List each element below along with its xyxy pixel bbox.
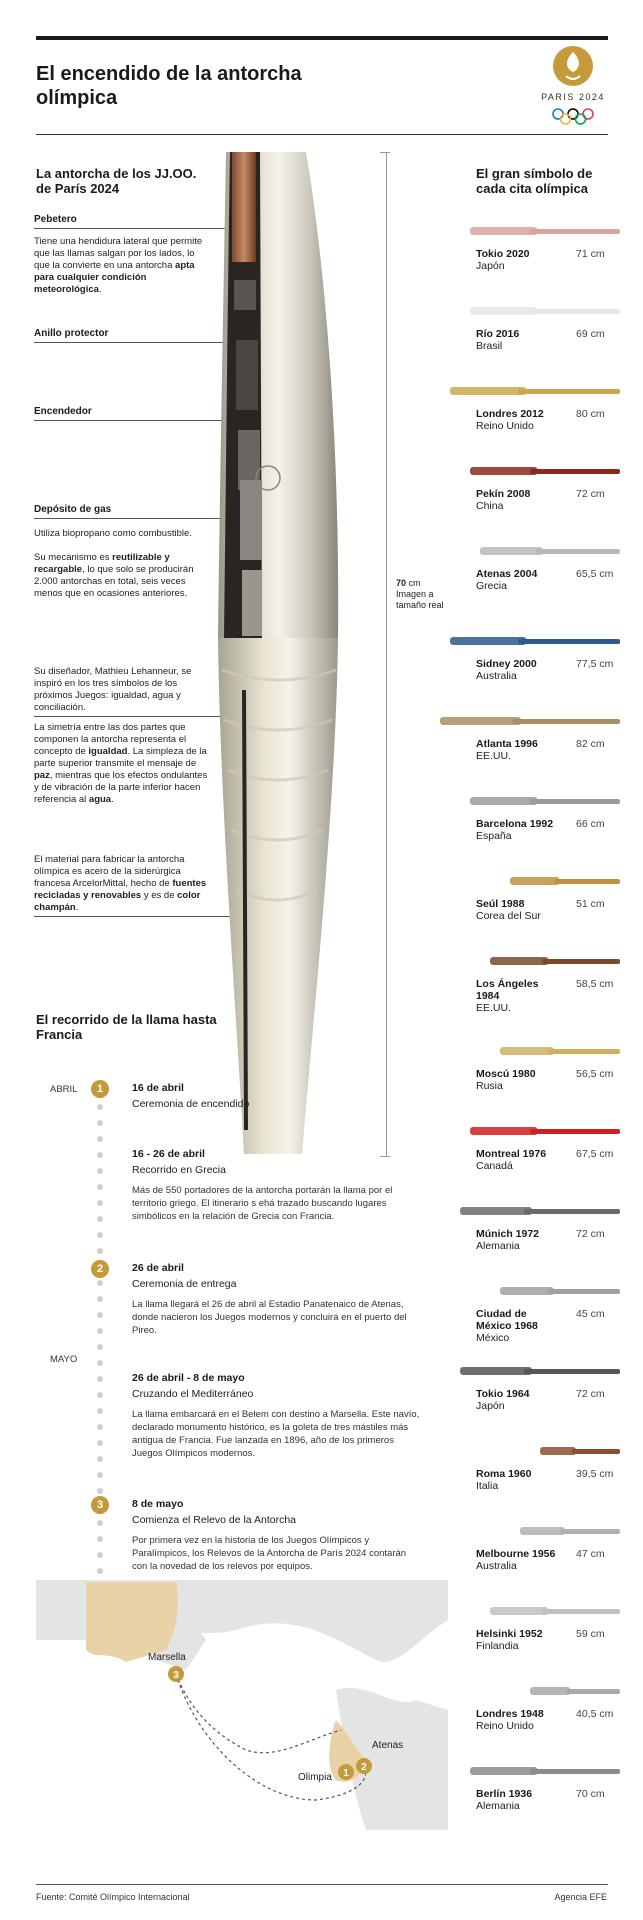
- torch-history-image: [470, 1118, 620, 1149]
- torch-history-item: [476, 978, 614, 1014]
- torch-history-image: [460, 1198, 620, 1229]
- torch-length: 70 cm: [576, 1788, 605, 1800]
- torch-history-item: [476, 1548, 605, 1572]
- torch-country: Reino Unido: [476, 420, 534, 432]
- torch-history-item: [476, 1388, 605, 1412]
- anillo-label: Anillo protector: [34, 328, 109, 339]
- torch-city: Pekín 2008: [476, 488, 531, 500]
- torch-length: 71 cm: [576, 248, 605, 260]
- page-title: El encendido de la antorcha olímpica: [36, 63, 302, 109]
- timeline-dot: [97, 1456, 103, 1462]
- timeline-dot: [97, 1392, 103, 1398]
- torch-history-item: [476, 1468, 614, 1492]
- torch-history-item: [476, 1308, 605, 1344]
- route-event: [132, 1262, 422, 1337]
- timeline-dot: [97, 1152, 103, 1158]
- torch-history-image: [470, 458, 620, 489]
- deposito-label: Depósito de gas: [34, 504, 112, 515]
- size-dimension-line: [386, 152, 387, 1156]
- torch-history-item: [476, 328, 605, 352]
- torch-city: Sidney 2000: [476, 658, 537, 670]
- timeline-dot: [97, 1104, 103, 1110]
- encendedor-label: Encendedor: [34, 406, 92, 417]
- torch-history-image: [450, 628, 620, 659]
- torch-history-image: [500, 1038, 620, 1069]
- route-event: [132, 1498, 422, 1573]
- torch-country: Reino Unido: [476, 1720, 534, 1732]
- footer-rule: [36, 1884, 608, 1885]
- torch-history-image: [440, 708, 620, 739]
- route-event: [132, 1082, 422, 1110]
- torch-length: 45 cm: [576, 1308, 605, 1320]
- torch-history-image: [470, 218, 620, 249]
- torch-city: Roma 1960: [476, 1468, 532, 1480]
- torch-city: Tokio 1964: [476, 1388, 530, 1400]
- torch-length: 47 cm: [576, 1548, 605, 1560]
- torch-country: Brasil: [476, 340, 503, 352]
- size-label: 70 cm Imagen a tamaño real: [396, 578, 444, 610]
- torch-history-image: [470, 298, 620, 329]
- torch-length: 77,5 cm: [576, 658, 614, 670]
- torch-history-item: [476, 248, 605, 272]
- torch-history-item: [476, 1068, 614, 1092]
- torch-country: China: [476, 500, 504, 512]
- torch-city: Berlín 1936: [476, 1788, 533, 1800]
- torch-history-image: [470, 1758, 620, 1789]
- torch-country: Corea del Sur: [476, 910, 541, 922]
- timeline-marker: 3: [91, 1496, 109, 1514]
- torch-history-image: [470, 788, 620, 819]
- torch-length: 65,5 cm: [576, 568, 614, 580]
- material-text: El material para fabricar la antorcha olímpica es acero de la siderúrgica francesa ArcelorMittal, hecho de fuentes recicladas y renovables y es de color champán.: [34, 854, 207, 913]
- torch-country: Alemania: [476, 1800, 520, 1812]
- timeline-dot: [97, 1216, 103, 1222]
- month-may: MAYO: [50, 1354, 78, 1365]
- torch-length: 58,5 cm: [576, 978, 614, 990]
- timeline-dot: [97, 1232, 103, 1238]
- torch-country: Australia: [476, 670, 517, 682]
- torch-country: Rusia: [476, 1080, 503, 1092]
- timeline-dot: [97, 1424, 103, 1430]
- torch-country: Finlandia: [476, 1640, 519, 1652]
- event-date: 16 de abril: [132, 1082, 184, 1094]
- torch-length: 72 cm: [576, 1228, 605, 1240]
- torch-city: Montreal 1976: [476, 1148, 547, 1160]
- timeline-dot: [97, 1328, 103, 1334]
- timeline-dot: [97, 1376, 103, 1382]
- map-marker-1: 1: [343, 1768, 349, 1779]
- torch-history-item: [476, 1708, 614, 1732]
- torch-city: Barcelona 1992: [476, 818, 554, 830]
- event-date: 26 de abril - 8 de mayo: [132, 1372, 245, 1384]
- torch-history-item: [476, 1148, 614, 1172]
- designer-text: Su diseñador, Mathieu Lehanneur, se inspiró en los tres símbolos de los próximos Juegos: igualdad, agua y conciliación.: [34, 666, 192, 713]
- footer-source: Fuente: Comité Olímpico Internacional: [36, 1892, 190, 1902]
- event-name: Ceremonia de encendido: [132, 1098, 250, 1110]
- timeline-dot: [97, 1440, 103, 1446]
- torch-country: Italia: [476, 1480, 499, 1492]
- torch-history-item: [476, 568, 614, 592]
- torch-history-image: [540, 1438, 620, 1469]
- torch-city: Moscú 1980: [476, 1068, 536, 1080]
- timeline-dot: [97, 1408, 103, 1414]
- torch-history-item: [476, 408, 605, 432]
- torch-city: Múnich 1972: [476, 1228, 540, 1240]
- timeline-dot: [97, 1472, 103, 1478]
- torch-country: Japón: [476, 1400, 505, 1412]
- torch-history-image: [530, 1678, 620, 1709]
- torch-history-image: [450, 378, 620, 409]
- route-event: [132, 1372, 422, 1460]
- event-description: La llama embarcará en el Belem con destino a Marsella. Este navío, declarado monumento histórico, es la goleta de tres mástiles más antigua de Francia. Fue lanzada en 1896, año de los primeros Juegos Olímpicos modernos.: [132, 1409, 420, 1459]
- torch-length: 72 cm: [576, 1388, 605, 1400]
- torch-history-item: [476, 488, 605, 512]
- timeline-dot: [97, 1344, 103, 1350]
- torch-length: 66 cm: [576, 818, 605, 830]
- timeline-dot: [97, 1488, 103, 1494]
- torch-country: Australia: [476, 1560, 517, 1572]
- torch-history-item: [476, 738, 605, 762]
- torch-history-image: [510, 868, 620, 899]
- torch-history-image: [490, 1598, 620, 1629]
- torch-length: 72 cm: [576, 488, 605, 500]
- paris-2024-torch: [218, 150, 388, 1160]
- torch-city: Atlanta 1996: [476, 738, 538, 750]
- size-dimension-top-tick: [380, 152, 390, 153]
- torch-country: España: [476, 830, 512, 842]
- event-description: La llama llegará el 26 de abril al Estadio Panatenaico de Atenas, donde nacieron los Juegos modernos y concluirá en el puerto del Pireo.: [132, 1299, 407, 1336]
- event-name: Recorrido en Grecia: [132, 1164, 226, 1176]
- torch-length: 39,5 cm: [576, 1468, 614, 1480]
- header-rule: [36, 134, 608, 135]
- symmetry-text: La simetría entre las dos partes que componen la antorcha representa el concepto de igualdad. La simpleza de la parte superior transmite el mensaje de paz, mientras que los efectos ondulantes y de vibración de la parte inferior hacen referencia al agua.: [34, 722, 208, 805]
- torch-country: Canadá: [476, 1160, 513, 1172]
- timeline-dot: [97, 1280, 103, 1286]
- footer-agency: Agencia EFE: [554, 1892, 607, 1902]
- history-heading: El gran símbolo de cada cita olímpica: [476, 166, 593, 196]
- paris-2024-logo: [538, 42, 608, 130]
- route-event: [132, 1148, 422, 1223]
- torch-city: Tokio 2020: [476, 248, 530, 260]
- event-description: Por primera vez en la historia de los Juegos Olímpicos y Paralímpicos, los Relevos de la Antorcha de París 2024 contarán con la novedad de los relevos por equipos.: [132, 1535, 407, 1572]
- map-marker-2: 2: [361, 1762, 367, 1773]
- torch-history-item: [476, 1228, 605, 1252]
- route-map: [36, 1580, 448, 1830]
- event-description: Más de 550 portadores de la antorcha portarán la llama por el territorio griego. El itinerario s ehá trazado buscando lugares simbólicos en la relación de Grecia con Francia.: [132, 1185, 393, 1222]
- route-heading: El recorrido de la llama hasta Francia: [36, 1012, 217, 1042]
- torch-length: 80 cm: [576, 408, 605, 420]
- torch-length: 59 cm: [576, 1628, 605, 1640]
- event-name: Ceremonia de entrega: [132, 1278, 237, 1290]
- torch-length: 56,5 cm: [576, 1068, 614, 1080]
- top-rule: [36, 36, 608, 40]
- torch-country: EE.UU.: [476, 1002, 512, 1014]
- torch-city: Melbourne 1956: [476, 1548, 556, 1560]
- torch-city: Los Ángeles 1984: [476, 978, 539, 1002]
- timeline-dot: [97, 1200, 103, 1206]
- event-name: Cruzando el Mediterráneo: [132, 1388, 254, 1400]
- deposito-text-1: Utiliza biopropano como combustible.: [34, 528, 192, 539]
- torch-history-image: [490, 948, 620, 979]
- logo-text: PARIS 2024: [541, 92, 605, 102]
- torch-history-image: [520, 1518, 620, 1549]
- timeline-dot: [97, 1520, 103, 1526]
- map-label-marsella: Marsella: [148, 1652, 186, 1663]
- torch-city: Londres 1948: [476, 1708, 544, 1720]
- torch-history-item: [476, 1628, 605, 1652]
- torch-city: Ciudad de México 1968: [476, 1308, 538, 1332]
- map-marker-3: 3: [173, 1670, 179, 1681]
- event-date: 8 de mayo: [132, 1498, 184, 1510]
- torch-country: EE.UU.: [476, 750, 512, 762]
- torch-length: 40,5 cm: [576, 1708, 614, 1720]
- timeline-dot: [97, 1120, 103, 1126]
- event-name: Comienza el Relevo de la Antorcha: [132, 1514, 297, 1526]
- torch-city: Atenas 2004: [476, 568, 538, 580]
- event-date: 26 de abril: [132, 1262, 184, 1274]
- pebetero-label: Pebetero: [34, 214, 77, 225]
- torch-history-image: [480, 538, 620, 569]
- month-april: ABRIL: [50, 1084, 78, 1095]
- timeline-dot: [97, 1168, 103, 1174]
- torch-length: 69 cm: [576, 328, 605, 340]
- torch-history-item: [476, 1788, 605, 1812]
- event-date: 16 - 26 de abril: [132, 1148, 205, 1160]
- torch-history-item: [476, 898, 605, 922]
- timeline-marker: 2: [91, 1260, 109, 1278]
- torch-length: 51 cm: [576, 898, 605, 910]
- timeline-dot: [97, 1248, 103, 1254]
- timeline-dot: [97, 1296, 103, 1302]
- torch-heading: La antorcha de los JJ.OO. de París 2024: [36, 166, 197, 196]
- deposito-text-2: Su mecanismo es reutilizable y recargable, lo que solo se producirán 2.000 antorchas en total, seis veces menos que en ocasiones anteriores.: [34, 552, 194, 599]
- pebetero-text: Tiene una hendidura lateral que permite que las llamas salgan por los lados, lo que la convierte en una antorcha apta para cualquier condición meteorológica.: [34, 236, 203, 295]
- torch-length: 67,5 cm: [576, 1148, 614, 1160]
- torch-history-item: [476, 818, 605, 842]
- torch-length: 82 cm: [576, 738, 605, 750]
- torch-city: Seúl 1988: [476, 898, 525, 910]
- map-label-atenas: Atenas: [372, 1740, 404, 1751]
- map-label-olimpia: Olimpia: [298, 1772, 332, 1783]
- torch-country: Grecia: [476, 580, 507, 592]
- torch-city: Río 2016: [476, 328, 520, 340]
- torch-history-image: [460, 1358, 620, 1389]
- timeline-dot: [97, 1360, 103, 1366]
- torch-history-image: [500, 1278, 620, 1309]
- timeline-dot: [97, 1184, 103, 1190]
- torch-country: México: [476, 1332, 510, 1344]
- torch-city: Londres 2012: [476, 408, 544, 420]
- timeline-dot: [97, 1312, 103, 1318]
- timeline-dot: [97, 1552, 103, 1558]
- timeline-dot: [97, 1536, 103, 1542]
- torch-country: Alemania: [476, 1240, 520, 1252]
- timeline-dot: [97, 1136, 103, 1142]
- torch-country: Japón: [476, 260, 505, 272]
- timeline-dot: [97, 1568, 103, 1574]
- torch-history-item: [476, 658, 614, 682]
- timeline-marker: 1: [91, 1080, 109, 1098]
- torch-city: Helsinki 1952: [476, 1628, 543, 1640]
